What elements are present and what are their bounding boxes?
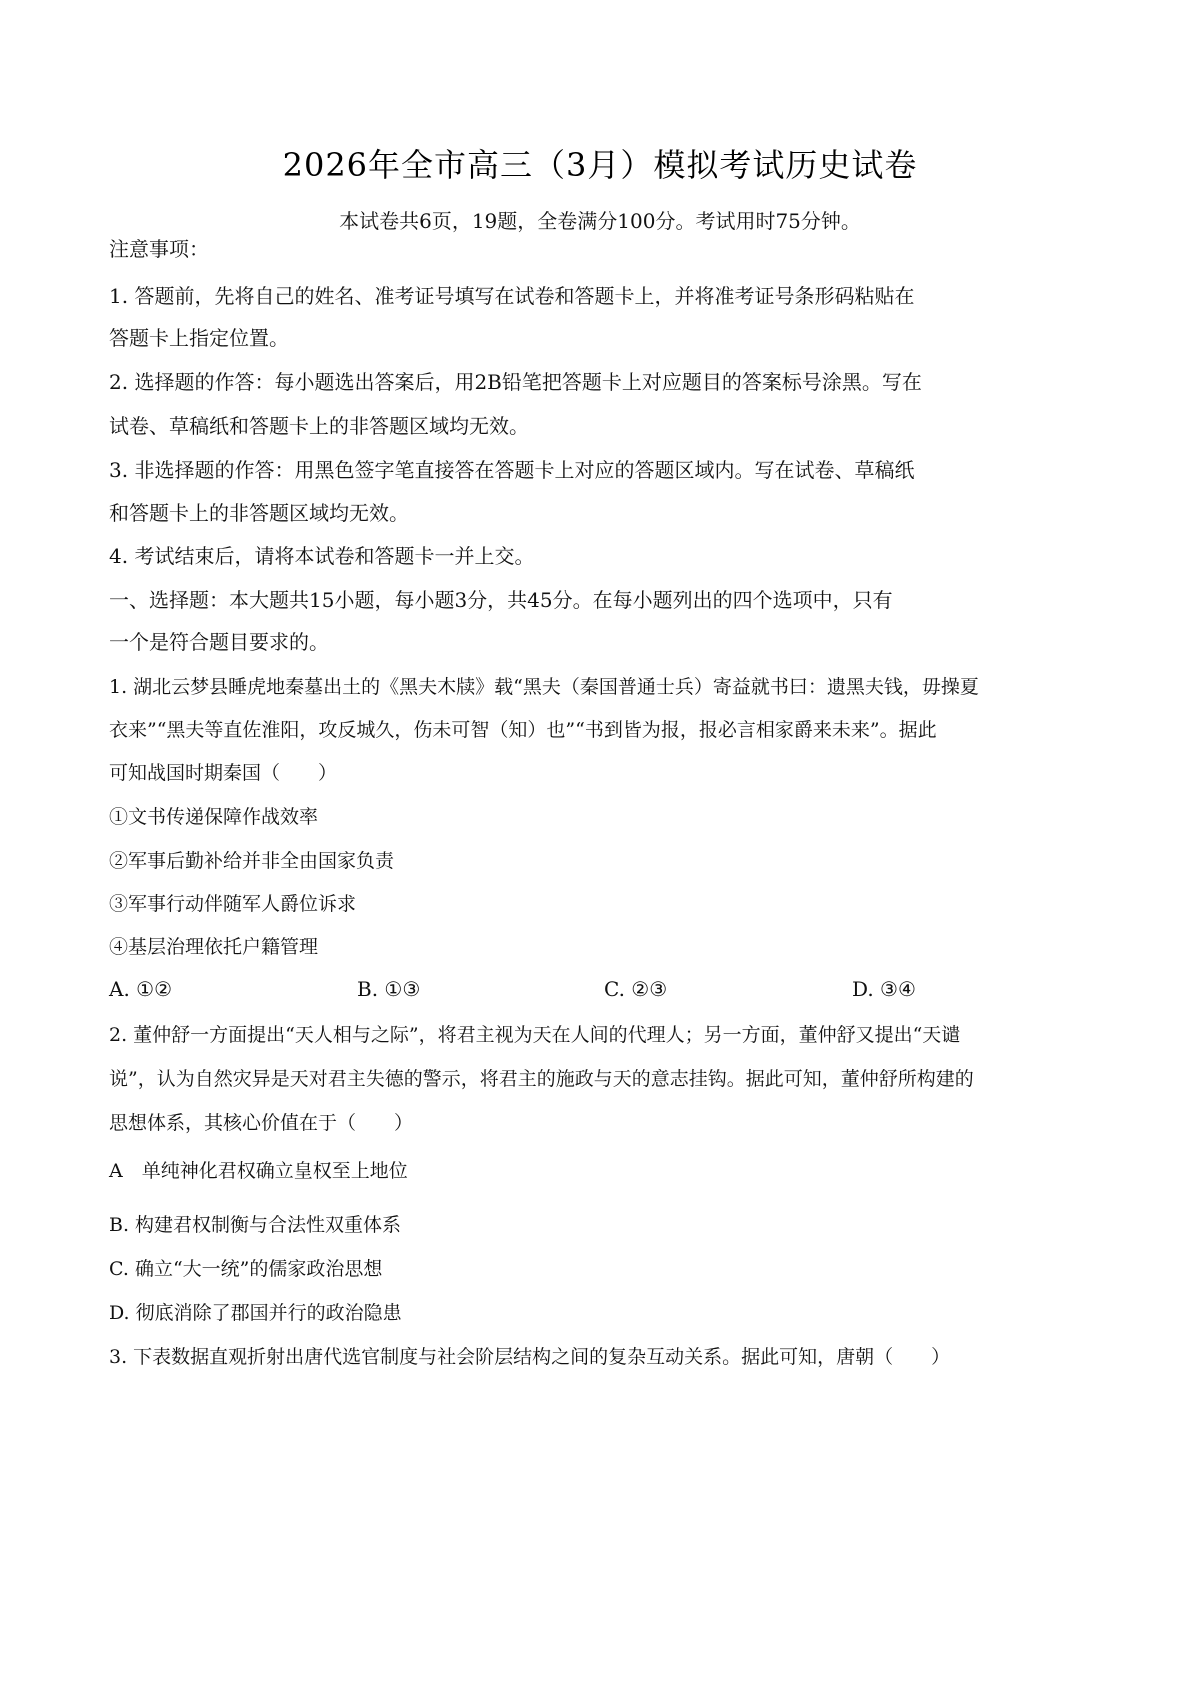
question-2-stem: 思想体系，其核心价值在于（ ） xyxy=(109,1112,414,1134)
section-heading: 一个是符合题目要求的。 xyxy=(109,630,329,654)
section-heading: 一、选择题：本大题共15小题，每小题3分，共45分。在每小题列出的四个选项中，只有 xyxy=(109,588,893,612)
question-1-item: ①文书传递保障作战效率 xyxy=(109,806,319,828)
notice-line: 3. 非选择题的作答：用黑色签字笔直接答在答题卡上对应的答题区域内。写在试卷、草稿纸 xyxy=(109,458,915,482)
question-1-option-a: A. ①② xyxy=(109,977,173,1001)
exam-subtitle: 本试卷共6页，19题，全卷满分100分。考试用时75分钟。 xyxy=(339,209,861,233)
notice-line: 答题卡上指定位置。 xyxy=(109,326,289,350)
question-1-option-b: B. ①③ xyxy=(357,977,421,1001)
question-2-option-b: B. 构建君权制衡与合法性双重体系 xyxy=(109,1214,402,1236)
question-1-item: ②军事后勤补给并非全由国家负责 xyxy=(109,850,395,872)
question-1-stem: 衣来”“黑夫等直佐淮阳，攻反城久，伤未可智（知）也”“书到皆为报，报必言相家爵来未来”。据此 xyxy=(109,719,937,741)
question-2-option-a: A 单纯神化君权确立皇权至上地位 xyxy=(109,1160,408,1182)
question-2-option-d: D. 彻底消除了郡国并行的政治隐患 xyxy=(109,1302,402,1324)
question-1-item: ③军事行动伴随军人爵位诉求 xyxy=(109,893,357,915)
question-1-option-d: D. ③④ xyxy=(852,977,916,1001)
notice-line: 和答题卡上的非答题区域均无效。 xyxy=(109,501,409,525)
notice-heading: 注意事项： xyxy=(109,237,209,261)
notice-line: 4. 考试结束后，请将本试卷和答题卡一并上交。 xyxy=(109,544,535,568)
question-1-item: ④基层治理依托户籍管理 xyxy=(109,936,319,958)
question-1-option-c: C. ②③ xyxy=(604,977,668,1001)
question-2-stem: 说”，认为自然灾异是天对君主失德的警示，将君主的施政与天的意志挂钩。据此可知，董仲舒所构建的 xyxy=(109,1068,974,1090)
notice-line: 2. 选择题的作答：每小题选出答案后，用2B铅笔把答题卡上对应题目的答案标号涂黑。写在 xyxy=(109,370,922,394)
question-2-stem: 2. 董仲舒一方面提出“天人相与之际”，将君主视为天在人间的代理人；另一方面，董仲舒又提出“天谴 xyxy=(109,1024,961,1046)
notice-line: 1. 答题前，先将自己的姓名、准考证号填写在试卷和答题卡上，并将准考证号条形码粘贴在 xyxy=(109,284,915,308)
question-3-stem: 3. 下表数据直观折射出唐代选官制度与社会阶层结构之间的复杂互动关系。据此可知，唐朝（ ） xyxy=(109,1346,951,1368)
question-1-stem: 1. 湖北云梦县睡虎地秦墓出土的《黑夫木牍》载“黑夫（秦国普通士兵）寄益就书曰：遗黑夫钱，毋操夏 xyxy=(109,676,979,698)
exam-title: 2026年全市高三（3月）模拟考试历史试卷 xyxy=(282,146,918,184)
notice-line: 试卷、草稿纸和答题卡上的非答题区域均无效。 xyxy=(109,414,529,438)
question-2-option-c: C. 确立“大一统”的儒家政治思想 xyxy=(109,1258,383,1280)
question-1-stem: 可知战国时期秦国（ ） xyxy=(109,762,338,784)
